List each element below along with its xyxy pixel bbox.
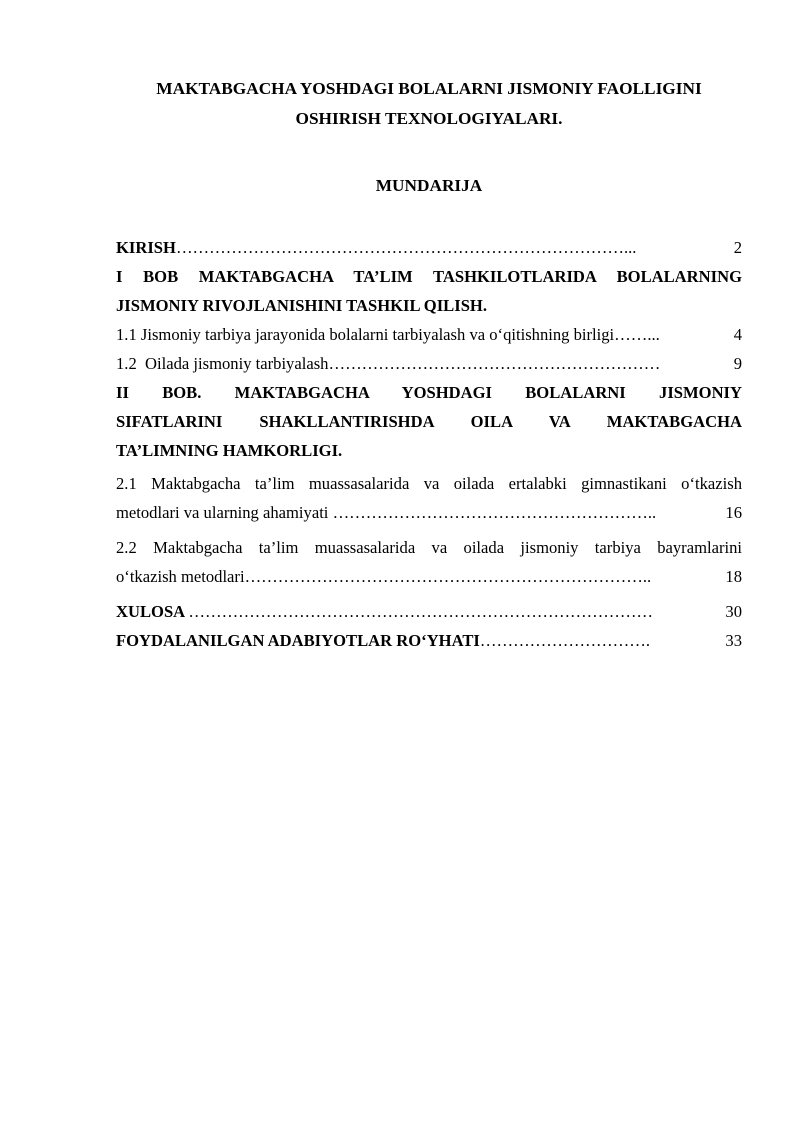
- toc-entry-2-1-line-1: 2.1 Maktabgacha ta’lim muassasalarida va oilada ertalabki gimnastikani o‘tkazish: [116, 474, 742, 493]
- toc-entry-1-1: [116, 320, 742, 349]
- title-line-1: MAKTABGACHA YOSHDAGI BOLALARNI JISMONIY FAOLLIGINI: [156, 79, 702, 98]
- toc-page-number: 9: [733, 354, 742, 373]
- toc-page-number: 30: [725, 602, 742, 621]
- toc-leader: …………………………………………………………………………: [188, 602, 654, 621]
- toc-page-number: 33: [725, 631, 742, 650]
- toc-chapter-1-line-1: I BOB MAKTABGACHA TA’LIM TASHKILOTLARIDA BOLALARNING: [116, 267, 742, 286]
- toc-leader: ……………………………………………………: [328, 354, 661, 373]
- toc-leader: …………………………………………………..: [332, 503, 657, 522]
- toc-leader: ……...: [614, 325, 660, 344]
- toc-entry-label: XULOSA: [116, 602, 189, 621]
- toc-leader: ………………………………………………………………..: [244, 567, 652, 586]
- document-title: [100, 74, 758, 134]
- toc-page-number: 16: [725, 503, 742, 522]
- toc-entry-label: KIRISH: [116, 238, 176, 257]
- toc-page-number: 2: [733, 238, 742, 257]
- toc-chapter-1-line-2: JISMONIY RIVOJLANISHINI TASHKIL QILISH.: [116, 296, 487, 315]
- toc-page-number: 18: [725, 567, 742, 586]
- toc-chapter-2-line-3: TA’LIMNING HAMKORLIGI.: [116, 441, 343, 460]
- toc-entry-2-2-line-2: [116, 562, 742, 591]
- toc-leader: ………………………….: [479, 631, 650, 650]
- toc-chapter-2-line-2: SIFATLARINI SHAKLLANTIRISHDA OILA VA MAKTABGACHA: [116, 412, 742, 431]
- toc-entry-label: FOYDALANILGAN ADABIYOTLAR RO‘YHATI: [116, 631, 480, 650]
- title-line-2: OSHIRISH TEXNOLOGIYALARI.: [295, 109, 563, 128]
- toc-page-number: 4: [733, 325, 742, 344]
- toc-heading: MUNDARIJA: [375, 176, 483, 195]
- toc-entry-label: 1.2 Oilada jismoniy tarbiyalash: [116, 354, 329, 373]
- toc-entry-label: 1.1 Jismoniy tarbiya jarayonida bolalarni tarbiyalash va o‘qitishning birligi: [116, 325, 615, 344]
- toc-entry-xulosa: [116, 597, 742, 626]
- toc-entry-2-2-line-1: 2.2 Maktabgacha ta’lim muassasalarida va oilada jismoniy tarbiya bayramlarini: [116, 538, 742, 557]
- toc-entry-1-2: [116, 349, 742, 378]
- toc-chapter-2-line-1: II BOB. MAKTABGACHA YOSHDAGI BOLALARNI JISMONIY: [116, 383, 742, 402]
- toc-entry-label: o‘tkazish metodlari: [116, 567, 245, 586]
- table-of-contents: [116, 233, 742, 655]
- toc-entry-kirish: [116, 233, 742, 262]
- toc-entry-label: metodlari va ularning ahamiyati: [116, 503, 333, 522]
- toc-entry-2-1-line-2: [116, 498, 742, 527]
- toc-entry-adabiyotlar: [116, 626, 742, 655]
- toc-leader: ………………………………………………………………………...: [175, 238, 637, 257]
